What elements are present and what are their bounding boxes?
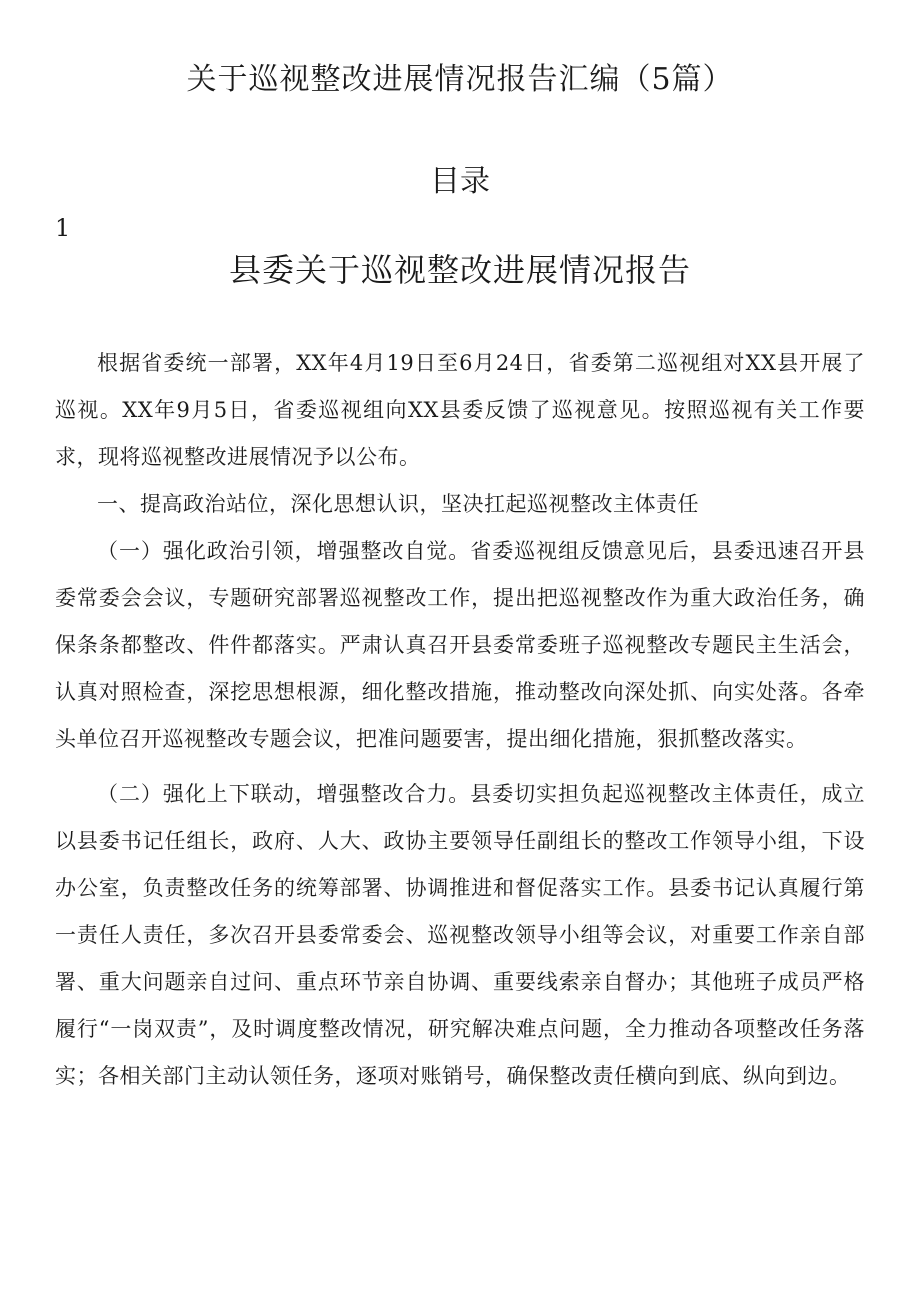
paragraph-subsection-1: （一）强化政治引领，增强整改自觉。省委巡视组反馈意见后，县委迅速召开县委常委会会议，专题研究部署巡视整改工作，提出把巡视整改作为重大政治任务，确保条条都整改、件件都落实。严肃认真召开县委常委班子巡视整改专题民主生活会，认真对照检查，深挖思想根源，细化整改措施，推动整改向深处抓、向实处落。各牵头单位召开巡视整改专题会议，把准问题要害，提出细化措施，狠抓整改落实。: [55, 539, 865, 751]
report-body: [55, 340, 865, 1100]
report-title: 县委关于巡视整改进展情况报告: [228, 251, 691, 289]
toc-heading: 目录: [430, 164, 490, 199]
paragraph-subsection-2: （二）强化上下联动，增强整改合力。县委切实担负起巡视整改主体责任，成立以县委书记任组长，政府、人大、政协主要领导任副组长的整改工作领导小组，下设办公室，负责整改任务的统筹部署、协调推进和督促落实工作。县委书记认真履行第一责任人责任，多次召开县委常委会、巡视整改领导小组等会议，对重要工作亲自部署、重大问题亲自过问、重点环节亲自协调、重要线索亲自督办；其他班子成员严格履行“一岗双责”，及时调度整改情况，研究解决难点问题，全力推动各项整改任务落实；各相关部门主动认领任务，逐项对账销号，确保整改责任横向到底、纵向到边。: [55, 782, 865, 1088]
section-number: 1: [55, 214, 71, 242]
paragraph-intro: 根据省委统一部署，XX年4月19日至6月24日，省委第二巡视组对XX县开展了巡视。XX年9月5日，省委巡视组向XX县委反馈了巡视意见。按照巡视有关工作要求，现将巡视整改进展情况予以公布。: [55, 351, 865, 469]
document-title: 关于巡视整改进展情况报告汇编（5篇）: [186, 62, 734, 97]
section-heading-1: 一、提高政治站位，深化思想认识，坚决扛起巡视整改主体责任: [97, 492, 699, 516]
